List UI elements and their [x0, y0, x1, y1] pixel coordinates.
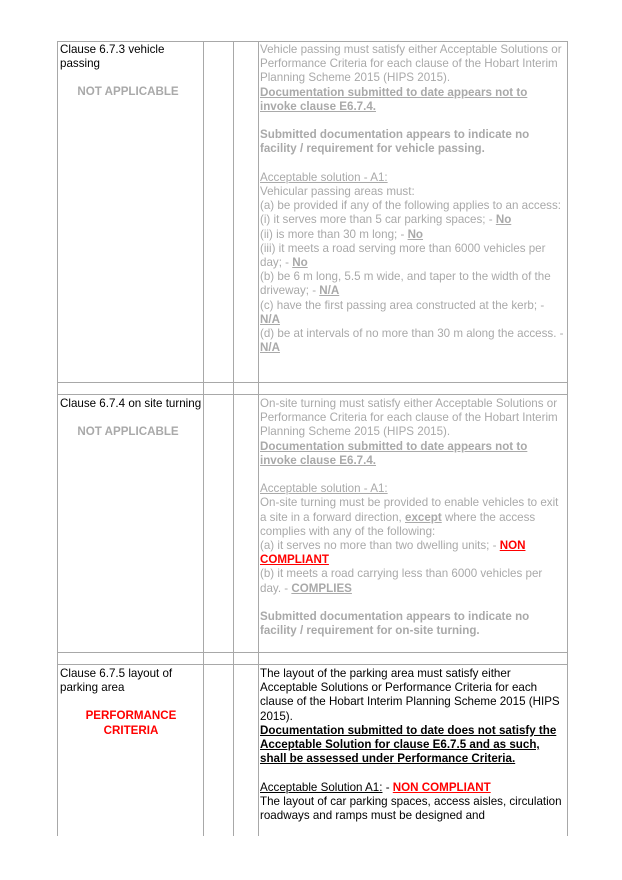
- assessment-note: Submitted documentation appears to indicate no facility / requirement for on-site turning.: [260, 610, 530, 638]
- column-divider: [233, 41, 234, 836]
- row-divider: [57, 652, 568, 653]
- solution-heading: Acceptable Solution A1:: [260, 780, 383, 794]
- item-result: No: [292, 256, 308, 270]
- row-divider: [57, 382, 568, 383]
- solution-heading: Acceptable solution - A1:: [260, 170, 388, 184]
- assessment-intro: Vehicle passing must satisfy either Acceptable Solutions or Performance Criteria for each clause of the Hobart Interim Planning Scheme 2015 (HIPS 2015).: [260, 43, 562, 85]
- assessment-finding: Documentation submitted to date does not satisfy the Acceptable Solution for clause E6.7.5 and as such, shall be assessed under Performance Criteria.: [260, 723, 557, 766]
- requirement-text: The layout of car parking spaces, access aisles, circulation roadways and ramps must be designed and: [260, 794, 562, 823]
- requirement-item: (b) it meets a road carrying less than 6000 vehicles per day. - COMPLIES: [260, 567, 543, 595]
- item-result: N/A: [260, 312, 280, 326]
- item-result: NON COMPLIANT: [260, 539, 526, 567]
- assessment-cell-layout-parking: [260, 667, 566, 823]
- clause-title: Clause 6.7.3 vehicle passing: [60, 43, 165, 71]
- requirement-item: (i) it serves more than 5 car parking spaces; - No: [260, 213, 512, 227]
- clause-title: Clause 6.7.4 on site turning: [60, 397, 202, 410]
- requirement-text: On-site turning must be provided to enable vehicles to exit a site in a forward direction, except where the access complies with any of the following:: [260, 496, 559, 538]
- item-result: N/A: [260, 341, 280, 355]
- table-border-right: [567, 41, 568, 836]
- requirement-item: (ii) is more than 30 m long; - No: [260, 227, 424, 241]
- requirement-text: Vehicular passing areas must:: [260, 185, 415, 198]
- assessment-cell-on-site-turning: [260, 397, 566, 638]
- status-badge: NOT APPLICABLE: [77, 85, 179, 99]
- item-result: No: [407, 227, 424, 241]
- assessment-intro: The layout of the parking area must satisfy either Acceptable Solutions or Performance Criteria for each clause of the Hobart Interim Planning Scheme 2015 (HIPS 2015).: [260, 667, 560, 723]
- column-divider: [258, 41, 259, 836]
- requirement-item: (a) be provided if any of the following applies to an access:: [260, 199, 561, 213]
- item-result: N/A: [319, 284, 340, 298]
- requirement-item: (a) it serves no more than two dwelling units; - NON COMPLIANT: [260, 539, 526, 567]
- assessment-cell-vehicle-passing: [260, 43, 566, 355]
- clause-title: Clause 6.7.5 layout of parking area: [60, 667, 173, 695]
- clause-cell-on-site-turning: [60, 397, 202, 439]
- assessment-note: Submitted documentation appears to indicate no facility / requirement for vehicle passing.: [260, 128, 530, 156]
- clause-cell-vehicle-passing: [60, 43, 202, 100]
- table-border-left: [57, 41, 58, 836]
- item-result: NON COMPLIANT: [392, 780, 491, 794]
- item-result: No: [495, 213, 512, 227]
- assessment-finding: Documentation submitted to date appears not to invoke clause E6.7.4.: [260, 85, 528, 113]
- requirement-item: (c) have the first passing area constructed at the kerb; - N/A: [260, 298, 545, 326]
- row-divider: [57, 394, 568, 395]
- item-result: COMPLIES: [291, 581, 352, 595]
- assessment-intro: On-site turning must satisfy either Acceptable Solutions or Performance Criteria for each clause of the Hobart Interim Planning Scheme 2015 (HIPS 2015).: [260, 397, 558, 439]
- solution-heading: Acceptable solution - A1:: [260, 482, 388, 496]
- column-divider: [203, 41, 204, 836]
- assessment-finding: Documentation submitted to date appears not to invoke clause E6.7.4.: [260, 439, 528, 467]
- requirement-item: (b) be 6 m long, 5.5 m wide, and taper to the width of the driveway; - N/A: [260, 270, 551, 298]
- assessment-table: [57, 41, 568, 836]
- clause-cell-layout-parking: [60, 667, 202, 738]
- table-border-top: [57, 41, 568, 42]
- row-divider: [57, 664, 568, 665]
- solution-line: Acceptable Solution A1: - NON COMPLIANT: [260, 780, 491, 794]
- requirement-item: (iii) it meets a road serving more than 6000 vehicles per day; - No: [260, 241, 546, 270]
- requirement-item: (d) be at intervals of no more than 30 m along the access. - N/A: [260, 327, 564, 355]
- status-badge: PERFORMANCE CRITERIA: [85, 709, 177, 737]
- status-badge: NOT APPLICABLE: [77, 425, 179, 439]
